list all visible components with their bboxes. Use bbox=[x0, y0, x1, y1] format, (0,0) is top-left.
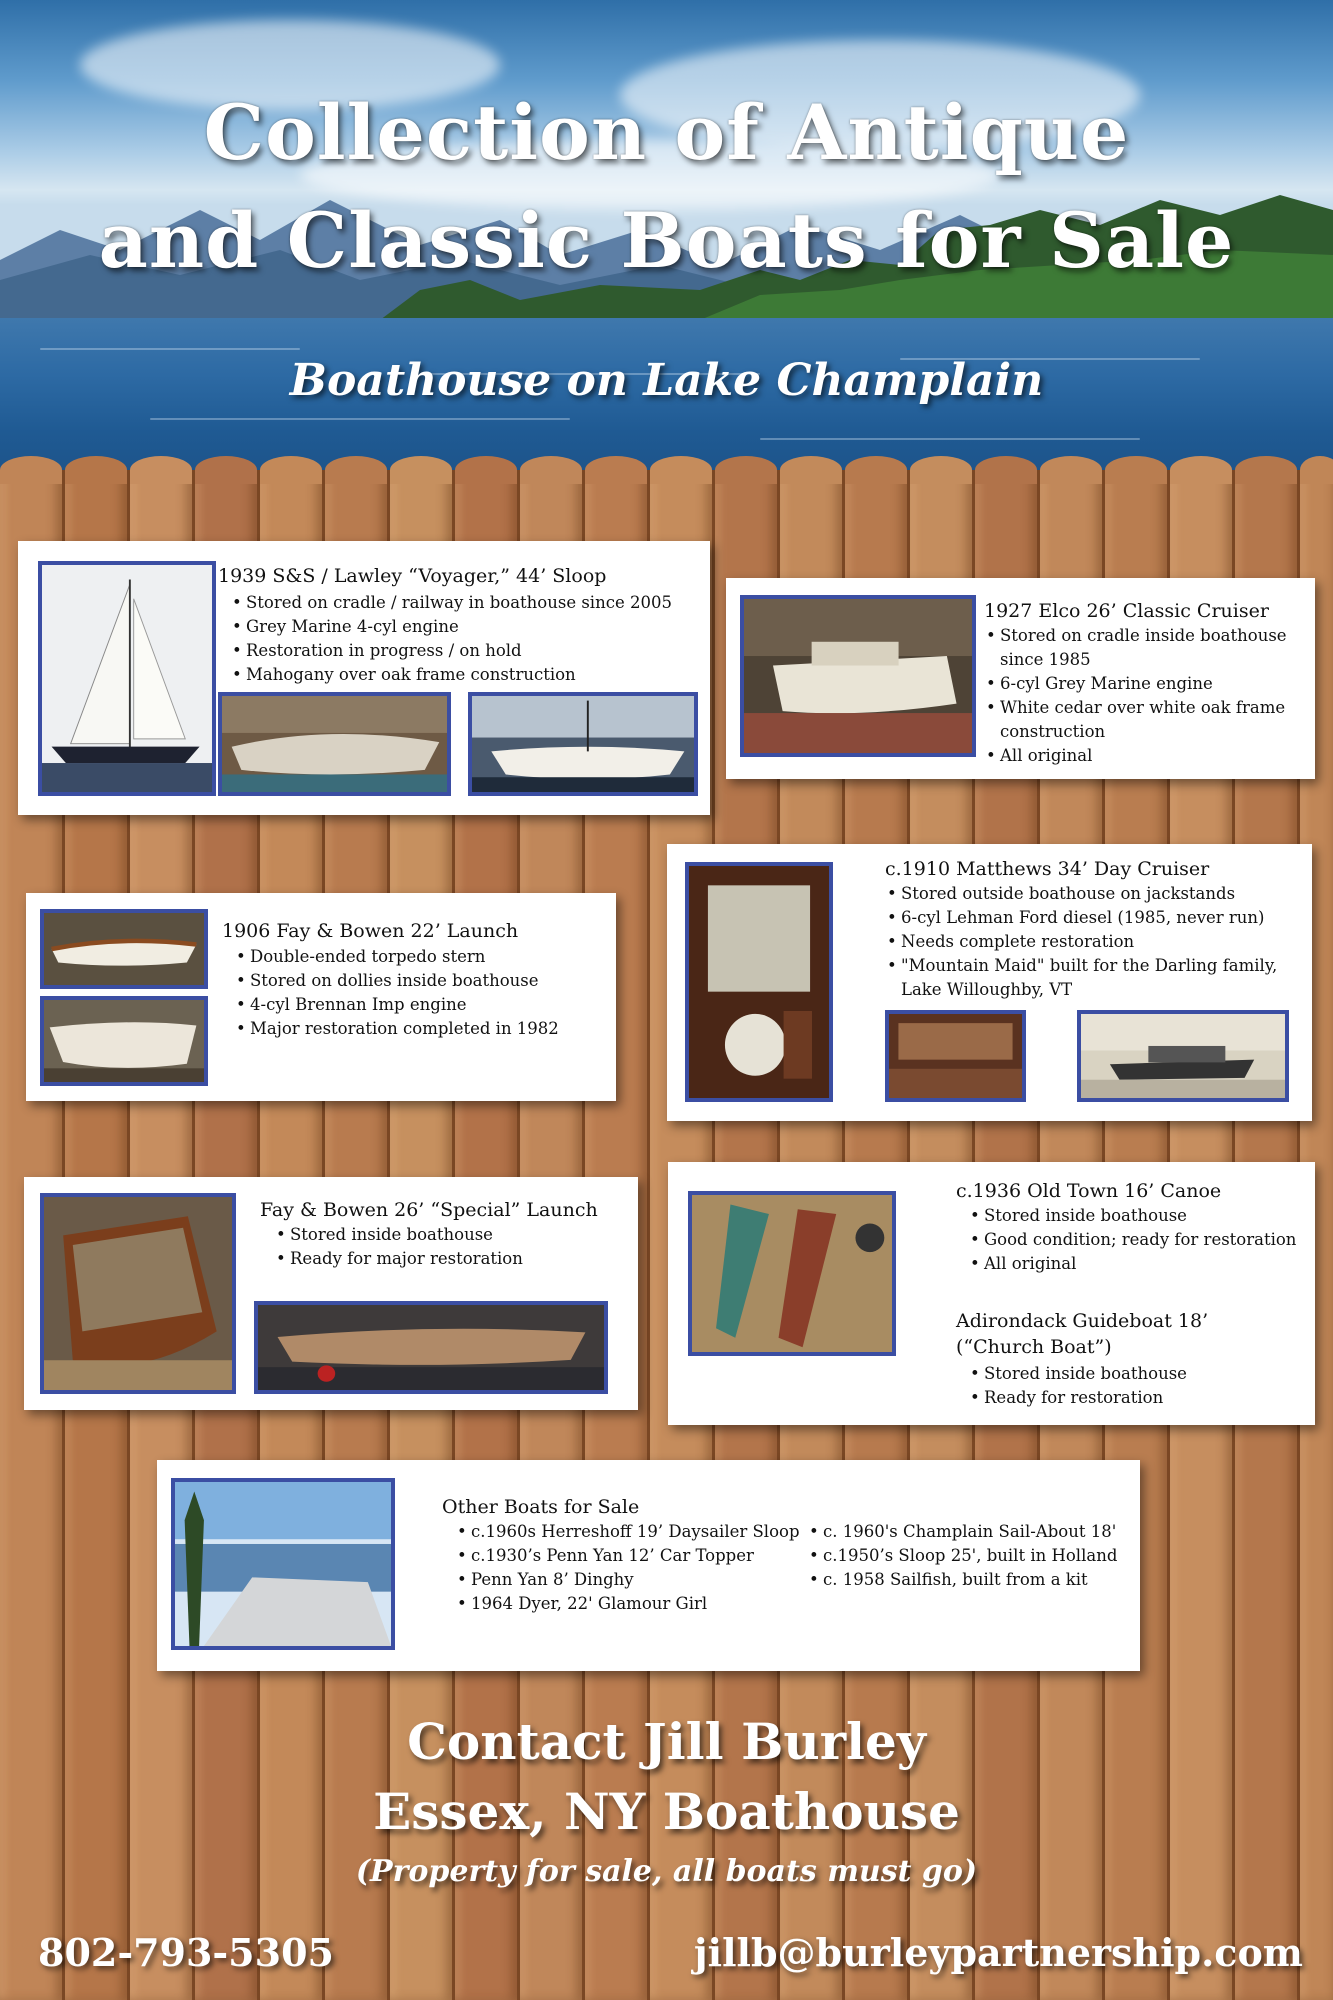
bullet-list bbox=[984, 624, 1300, 768]
list-item: • Mahogany over oak frame construction bbox=[230, 663, 672, 687]
list-item: • Stored on cradle inside boathouse since 1985 bbox=[984, 624, 1300, 672]
list-item: • All original bbox=[968, 1252, 1296, 1276]
bullet-list bbox=[885, 882, 1297, 1002]
list-item: • All original bbox=[984, 744, 1300, 768]
list-item: • Double-ended torpedo stern bbox=[234, 945, 559, 969]
photo-boathouse-lake bbox=[171, 1478, 395, 1650]
contact-location: Essex, NY Boathouse bbox=[373, 1782, 960, 1841]
card-subtitle-guideboat: (“Church Boat”) bbox=[956, 1336, 1112, 1358]
photo-sailboat bbox=[38, 561, 216, 796]
card-elco bbox=[726, 578, 1315, 779]
card-title: 1906 Fay & Bowen 22’ Launch bbox=[222, 920, 519, 942]
photo-hull-boathouse bbox=[218, 692, 451, 796]
card-other-boats bbox=[157, 1460, 1140, 1671]
photo-cabin-interior bbox=[685, 862, 833, 1102]
bullet-list bbox=[274, 1223, 523, 1271]
bullet-list bbox=[230, 591, 672, 687]
bullet-list-right bbox=[807, 1520, 1117, 1592]
card-title-guideboat: Adirondack Guideboat 18’ bbox=[956, 1310, 1209, 1332]
email-address: jillb@burleypartnership.com bbox=[693, 1930, 1303, 1975]
phone-number: 802-793-5305 bbox=[38, 1930, 334, 1975]
list-item: • 1964 Dyer, 22' Glamour Girl bbox=[455, 1592, 800, 1616]
bullet-list bbox=[968, 1204, 1296, 1276]
card-title: Other Boats for Sale bbox=[442, 1496, 640, 1518]
card-title: c.1936 Old Town 16’ Canoe bbox=[956, 1180, 1222, 1202]
list-item: • 6-cyl Lehman Ford diesel (1985, never run) bbox=[885, 906, 1297, 930]
photo-vintage-cruiser bbox=[1077, 1010, 1289, 1102]
card-fay-launch bbox=[26, 893, 616, 1101]
photo-sailboat-dock bbox=[468, 692, 698, 796]
sale-note: (Property for sale, all boats must go) bbox=[355, 1854, 978, 1889]
list-item: • Grey Marine 4-cyl engine bbox=[230, 615, 672, 639]
contact-name: Contact Jill Burley bbox=[407, 1712, 926, 1771]
photo-canoe bbox=[688, 1191, 896, 1356]
list-item: • c.1950’s Sloop 25', built in Holland bbox=[807, 1544, 1117, 1568]
bullet-list bbox=[234, 945, 559, 1041]
list-item: • "Mountain Maid" built for the Darling family, Lake Willoughby, VT bbox=[885, 954, 1297, 1002]
photo-special-launch bbox=[40, 1193, 236, 1394]
list-item: • c. 1958 Sailfish, built from a kit bbox=[807, 1568, 1117, 1592]
list-item: • Stored on cradle / railway in boathouse since 2005 bbox=[230, 591, 672, 615]
page-title-line2: and Classic Boats for Sale bbox=[98, 196, 1235, 285]
page-subtitle: Boathouse on Lake Champlain bbox=[289, 355, 1044, 406]
list-item: • Stored outside boathouse on jackstands bbox=[885, 882, 1297, 906]
photo-launch-side bbox=[40, 996, 208, 1086]
card-matthews bbox=[667, 844, 1312, 1121]
bullet-list bbox=[968, 1362, 1187, 1410]
card-title: 1939 S&S / Lawley “Voyager,” 44’ Sloop bbox=[218, 565, 607, 587]
card-title: Fay & Bowen 26’ “Special” Launch bbox=[260, 1199, 598, 1221]
lake-header bbox=[0, 0, 1333, 500]
list-item: • c. 1960's Champlain Sail-About 18' bbox=[807, 1520, 1117, 1544]
list-item: • Penn Yan 8’ Dinghy bbox=[455, 1568, 800, 1592]
photo-cabin-deck bbox=[885, 1010, 1026, 1102]
card-fay-special bbox=[24, 1177, 638, 1410]
list-item: • Stored inside boathouse bbox=[968, 1204, 1296, 1228]
card-title: c.1910 Matthews 34’ Day Cruiser bbox=[885, 858, 1210, 880]
list-item: • Needs complete restoration bbox=[885, 930, 1297, 954]
list-item: • c.1930’s Penn Yan 12’ Car Topper bbox=[455, 1544, 800, 1568]
card-canoe bbox=[668, 1162, 1315, 1425]
photo-special-trailer bbox=[254, 1301, 608, 1394]
list-item: • Ready for restoration bbox=[968, 1386, 1187, 1410]
list-item: • White cedar over white oak frame construction bbox=[984, 696, 1300, 744]
list-item: • 6-cyl Grey Marine engine bbox=[984, 672, 1300, 696]
photo-launch-top bbox=[40, 909, 208, 989]
list-item: • Stored inside boathouse bbox=[274, 1223, 523, 1247]
photo-elco-cruiser bbox=[740, 595, 976, 757]
card-title: 1927 Elco 26’ Classic Cruiser bbox=[984, 600, 1269, 622]
list-item: • Stored inside boathouse bbox=[968, 1362, 1187, 1386]
list-item: • c.1960s Herreshoff 19’ Daysailer Sloop bbox=[455, 1520, 800, 1544]
bullet-list-left bbox=[455, 1520, 800, 1616]
page-title-line1: Collection of Antique bbox=[203, 88, 1130, 177]
list-item: • Good condition; ready for restoration bbox=[968, 1228, 1296, 1252]
list-item: • Restoration in progress / on hold bbox=[230, 639, 672, 663]
list-item: • 4-cyl Brennan Imp engine bbox=[234, 993, 559, 1017]
list-item: • Major restoration completed in 1982 bbox=[234, 1017, 559, 1041]
card-voyager bbox=[18, 541, 710, 815]
list-item: • Ready for major restoration bbox=[274, 1247, 523, 1271]
list-item: • Stored on dollies inside boathouse bbox=[234, 969, 559, 993]
